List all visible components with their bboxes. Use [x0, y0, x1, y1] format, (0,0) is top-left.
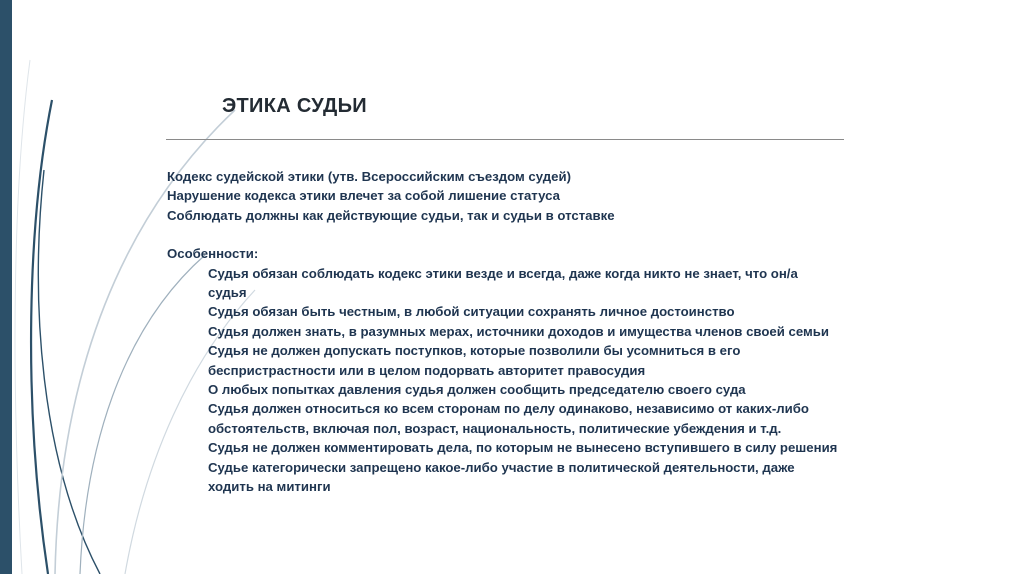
features-heading: Особенности:: [167, 246, 259, 262]
list-item: Судья должен относиться ко всем сторонам по делу одинаково, независимо от каких-либо обстоятельств, включая пол, возраст, национальность, политические убеждения и т.д.: [208, 401, 809, 436]
list-item: Судья обязан соблюдать кодекс этики везде и всегда, даже когда никто не знает, что он/а судья: [208, 265, 798, 301]
features-list: [167, 264, 838, 497]
slide-body: [167, 167, 857, 497]
list-item: Судья обязан быть честным, в любой ситуации сохранять личное достоинство: [208, 304, 735, 320]
intro-line: Нарушение кодекса этики влечет за собой лишение статуса: [167, 188, 560, 204]
list-item: Судья должен знать, в разумных мерах, источники доходов и имущества членов своей семьи: [208, 323, 829, 339]
list-item: Судья не должен комментировать дела, по которым не вынесено вступившего в силу решения: [208, 440, 838, 456]
intro-line: Соблюдать должны как действующие судьи, так и судьи в отставке: [167, 207, 615, 223]
intro-line: Кодекс судейской этики (утв. Всероссийским съездом судей): [167, 169, 571, 184]
slide-title: ЭТИКА СУДЬИ: [222, 95, 367, 117]
title-divider: [166, 139, 844, 140]
list-item: Судье категорически запрещено какое-либо участие в политической деятельности, даже ходить на митинги: [208, 459, 795, 495]
list-item: Судья не должен допускать поступков, которые позволили бы усомниться в его беспристрастности или в целом подорвать авторитет правосудия: [208, 343, 741, 378]
list-item: О любых попытках давления судья должен сообщить председателю своего суда: [208, 382, 746, 398]
